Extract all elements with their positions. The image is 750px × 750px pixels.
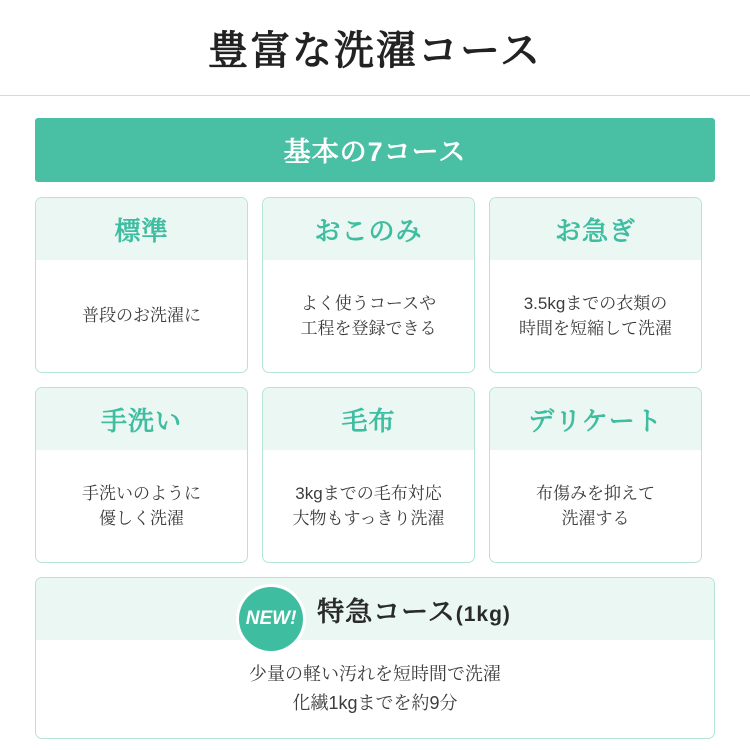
course-card: [489, 387, 702, 563]
new-badge: NEW!: [239, 587, 303, 651]
express-course-capacity: (1kg): [455, 602, 511, 626]
course-description: よく使うコースや 工程を登録できる: [300, 293, 437, 338]
express-course-description: 少量の軽い汚れを短時間で洗濯 化繊1kgまでを約9分: [249, 664, 501, 713]
express-course-body: [36, 640, 714, 738]
express-course-title: [317, 590, 511, 629]
express-course-card: [35, 577, 715, 739]
content-area: [0, 96, 750, 739]
course-name: おこのみ: [314, 215, 423, 246]
course-card-header: [263, 198, 474, 260]
course-card: [35, 387, 248, 563]
course-name: 毛布: [341, 405, 396, 436]
course-card-body: [490, 260, 701, 372]
course-name: 標準: [114, 215, 169, 246]
course-card-body: [263, 260, 474, 372]
course-card-header: [36, 388, 247, 450]
course-card: [262, 197, 475, 373]
course-card-body: [263, 450, 474, 562]
course-card-header: [490, 388, 701, 450]
course-card-header: [490, 198, 701, 260]
course-card: [489, 197, 702, 373]
course-card-body: [36, 450, 247, 562]
course-card: [262, 387, 475, 563]
course-description: 普段のお洗濯に: [82, 306, 201, 326]
page-header: [0, 0, 750, 96]
course-description: 3kgまでの毛布対応 大物もすっきり洗濯: [292, 483, 445, 528]
page-title: 豊富な洗濯コース: [208, 29, 542, 73]
course-card: [35, 197, 248, 373]
course-grid: [35, 197, 715, 563]
course-description: 手洗いのように 優しく洗濯: [82, 483, 201, 528]
express-course-name: 特急コース: [317, 596, 456, 627]
course-card-body: [36, 260, 247, 372]
course-name: デリケート: [528, 405, 663, 436]
course-description: 布傷みを抑えて 洗濯する: [536, 483, 655, 528]
course-name: お急ぎ: [554, 215, 636, 246]
course-name: 手洗い: [100, 405, 182, 436]
section-banner: 基本の7コース: [35, 118, 715, 182]
course-card-body: [490, 450, 701, 562]
express-course-header: [36, 578, 714, 640]
course-card-header: [263, 388, 474, 450]
course-description: 3.5kgまでの衣類の 時間を短縮して洗濯: [519, 293, 672, 338]
course-card-header: [36, 198, 247, 260]
